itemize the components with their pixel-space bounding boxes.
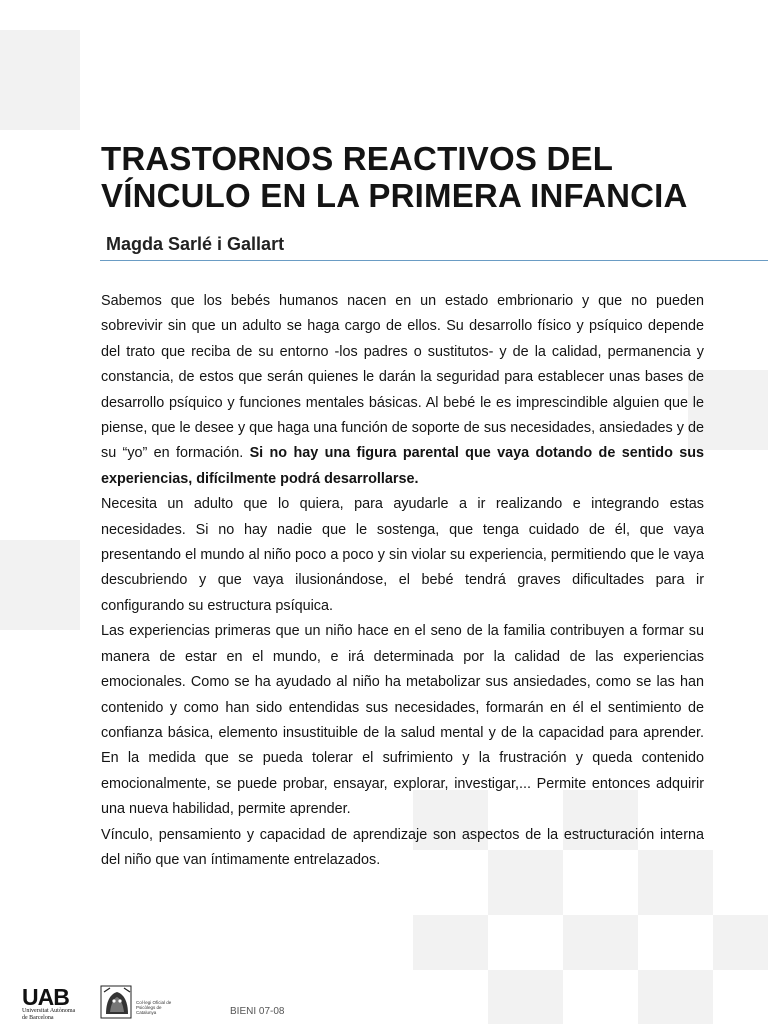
paragraph-1-text: Sabemos que los bebés humanos nacen en un estado embrionario y que no pueden sobrevivir sin que un adulto se haga cargo de ellos. Su desarrollo físico y psíquico depende del trato que reciba de su entorno -los padres o sustitutos- y de la calidad, permanencia y constancia, de estos que serán quienes le darán la seguridad para establecer unas bases de desarrollo psíquico y funciones mentales básicas. Al bebé le es imprescindible alguien que le piense, que le desee y que haga una función de soporte de sus necesidades, ansiedades y de su “yo” en formación. (101, 293, 704, 462)
uab-logo-line-1: Universitat Autònoma (22, 1008, 76, 1014)
col-legi-emblem-icon (100, 984, 134, 1020)
uab-logo (22, 986, 88, 1021)
document-body (101, 289, 704, 873)
background-square (0, 540, 80, 630)
uab-logo-line-2: de Barcelona (22, 1014, 54, 1021)
paragraph-3: Las experiencias primeras que un niño hace en el seno de la familia contribuyen a formar su manera de estar en el mundo, e irá determinada por la calidad de las experiencias emocionales. Como se ha ayudado al niño ha metabolizar sus ansiedades, como se las han contenido y como han sido entendidas sus necesidades, formarán en él el sentimiento de confianza básica, elemento insustituible de la salud mental y de la capacidad para aprender. En la medida que se pueda tolerar el sufrimiento y la frustración y queda contenido emocionalmente, se puede probar, ensayar, explorar, investigar,... Permite entonces adquirir una nueva habilidad, permite aprender. (101, 623, 704, 818)
footer-code: BIENI 07-08 (230, 1006, 285, 1017)
col-legi-logo (100, 984, 180, 1020)
uab-logo-mark: UAB (22, 984, 69, 1010)
background-square (713, 915, 768, 970)
background-square (638, 970, 713, 1024)
col-legi-line-2: Psicòlegs de Catalunya (136, 1005, 162, 1015)
col-legi-text (136, 1000, 180, 1015)
background-square (563, 915, 638, 970)
paragraph-2: Necesita un adulto que lo quiera, para ayudarle a ir realizando e integrando estas necesidades. Si no hay nadie que le sostenga, que tenga cuidado de él, que vaya presentando el mundo al niño poco a poco y sin violar su experiencia, permitiendo que le vaya descubriendo y que vaya ilusionándose, el bebé tendrá graves dificultades para ir configurando su estructura psíquica. (101, 496, 704, 614)
col-legi-line-1: Col·legi Oficial de (136, 1000, 172, 1005)
paragraph-1 (101, 289, 704, 492)
background-square (0, 30, 80, 130)
background-square (488, 970, 563, 1024)
paragraph-1-emphasis: Si no hay una figura parental que vaya dotando de sentido sus experiencias, difícilmente podrá desarrollarse. (101, 445, 705, 487)
paragraph-4: Vínculo, pensamiento y capacidad de aprendizaje son aspectos de la estructuración interna del niño que van íntimamente entrelazados. (101, 826, 704, 868)
title-divider (100, 260, 768, 261)
document-title (101, 140, 721, 214)
background-square (413, 915, 488, 970)
title-line-2: VÍNCULO EN LA PRIMERA INFANCIA (101, 177, 688, 214)
author-name: Magda Sarlé i Gallart (106, 234, 285, 254)
title-line-1: TRASTORNOS REACTIVOS DEL (101, 140, 614, 177)
